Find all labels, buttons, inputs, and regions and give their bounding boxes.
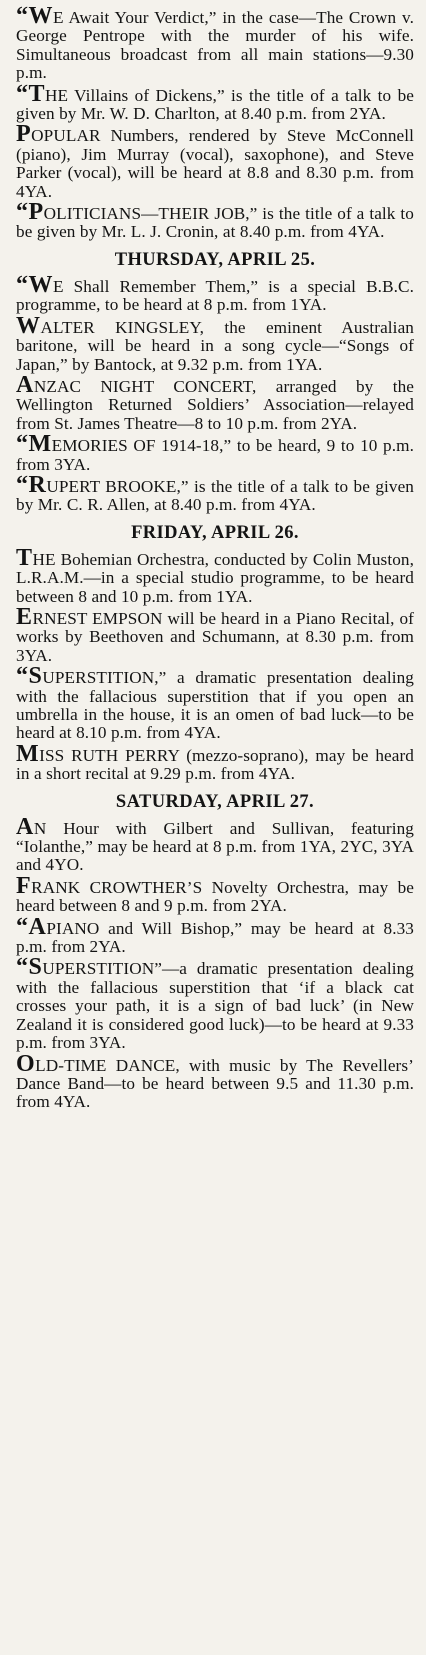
listing-group-saturday — [16, 792, 414, 1112]
drop-initial: T — [16, 544, 33, 571]
listing-item — [16, 271, 414, 315]
listing-text: HE Bohemian Orchestra, conducted by Colin Muston, L.R.A.M.—in a special studio programme, to be heard between 8 and 10 p.m. from 1YA. — [16, 549, 414, 606]
listing-item — [16, 740, 414, 784]
listing-item — [16, 913, 414, 957]
listing-item — [16, 121, 414, 201]
drop-initial: “S — [16, 663, 43, 690]
day-heading: THURSDAY, APRIL 25. — [114, 249, 316, 270]
drop-initial: “W — [16, 3, 53, 29]
listing-item — [16, 663, 414, 743]
day-heading: FRIDAY, APRIL 26. — [131, 522, 299, 543]
listing-item — [16, 872, 414, 916]
listing-text: NZAC NIGHT CONCERT, arranged by the Wellington Returned Soldiers’ Association—relayed from St. James Theatre—8 to 10 p.m. from 2YA. — [16, 376, 414, 433]
drop-initial: “S — [16, 954, 43, 981]
drop-initial: “P — [16, 199, 44, 226]
listing-group-wednesday — [16, 3, 414, 242]
drop-initial: “W — [16, 271, 53, 298]
listing-text: ALTER KINGSLEY, the eminent Australian baritone, will be heard in a song cycle—“Songs of Japan,” by Bantock, at 9.32 p.m. from 1YA. — [16, 317, 414, 374]
listing-item — [16, 471, 414, 515]
listing-item — [16, 312, 414, 374]
drop-initial: P — [16, 121, 32, 148]
day-heading: SATURDAY, APRIL 27. — [115, 791, 315, 812]
drop-initial: W — [16, 312, 41, 339]
drop-initial: “T — [16, 80, 46, 107]
listing-item — [16, 80, 414, 124]
listing-text: E Await Your Verdict,” in the case—The Crown v. George Pentrope with the murder of his wife. Simultaneous broadcast from all main stations—9.30 p.m. — [16, 8, 414, 83]
drop-initial: A — [16, 813, 34, 840]
listing-text: LD-TIME DANCE, with music by The Revellers’ Dance Band—to be heard between 9.5 and 11.30 p.m. from 4YA. — [16, 1055, 414, 1112]
listing-group-thursday — [16, 250, 414, 515]
listing-text: N Hour with Gilbert and Sullivan, featuring “Iolanthe,” may be heard at 8 p.m. from 1YA, 2YC, 3YA and 4YO. — [16, 818, 414, 875]
listing-text: UPERT BROOKE,” is the title of a talk to be given by Mr. C. R. Allen, at 8.40 p.m. from 4YA. — [16, 476, 414, 515]
drop-initial: O — [16, 1050, 36, 1077]
listing-item — [16, 371, 414, 433]
listing-item — [16, 199, 414, 242]
listing-group-friday — [16, 523, 414, 784]
listing-text: OLITICIANS—THEIR JOB,” is the title of a talk to be given by Mr. L. J. Cronin, at 8.40 p.m. from 4YA. — [16, 204, 414, 242]
listing-text: RNEST EMPSON will be heard in a Piano Recital, of works by Beethoven and Schumann, at 8.30 p.m. from 3YA. — [16, 608, 414, 665]
drop-initial: F — [16, 872, 32, 899]
listing-text: UPERSTITION,” a dramatic presentation dealing with the fallacious superstition that if you open an umbrella in the house, it is an omen of bad luck—to be heard at 8.10 p.m. from 4YA. — [16, 668, 414, 743]
drop-initial: A — [16, 371, 34, 398]
listing-text: OPULAR Numbers, rendered by Steve McConnell (piano), Jim Murray (vocal), saxophone), and Steve Parker (vocal), will be heard at 8.8 and 8.30 p.m. from 4YA. — [16, 126, 414, 201]
drop-initial: “A — [16, 913, 47, 940]
listing-text: EMORIES OF 1914-18,” to be heard, 9 to 10 p.m. from 3YA. — [16, 436, 414, 474]
listing-text: ISS RUTH PERRY (mezzo-soprano), may be heard in a short recital at 9.29 p.m. from 4YA. — [16, 745, 414, 784]
listing-item — [16, 3, 414, 83]
listing-item — [16, 431, 414, 474]
listing-item — [16, 544, 414, 606]
listing-text: HE Villains of Dickens,” is the title of a talk to be given by Mr. W. D. Charlton, at 8.40 p.m. from 2YA. — [16, 85, 414, 124]
listing-item — [16, 1050, 414, 1112]
listing-text: RANK CROWTHER’S Novelty Orchestra, may be heard between 8 and 9 p.m. from 2YA. — [16, 877, 414, 916]
drop-initial: “M — [16, 431, 52, 458]
listing-text: UPERSTITION”—a dramatic presentation dealing with the fallacious superstition that ‘if a black cat crosses your path, it is a sign of bad luck’ (in New Zealand it is considered good luck)—to be heard at 9.33 p.m. from 3YA. — [16, 959, 414, 1053]
drop-initial: “R — [16, 471, 47, 498]
drop-initial: E — [16, 603, 33, 630]
listing-item — [16, 954, 414, 1053]
listing-item — [16, 813, 414, 875]
listing-text: PIANO and Will Bishop,” may be heard at 8.33 p.m. from 2YA. — [16, 918, 414, 957]
listing-text: E Shall Remember Them,” is a special B.B.C. programme, to be heard at 8 p.m. from 1YA. — [16, 276, 414, 315]
listing-item — [16, 603, 414, 665]
drop-initial: M — [16, 740, 40, 767]
